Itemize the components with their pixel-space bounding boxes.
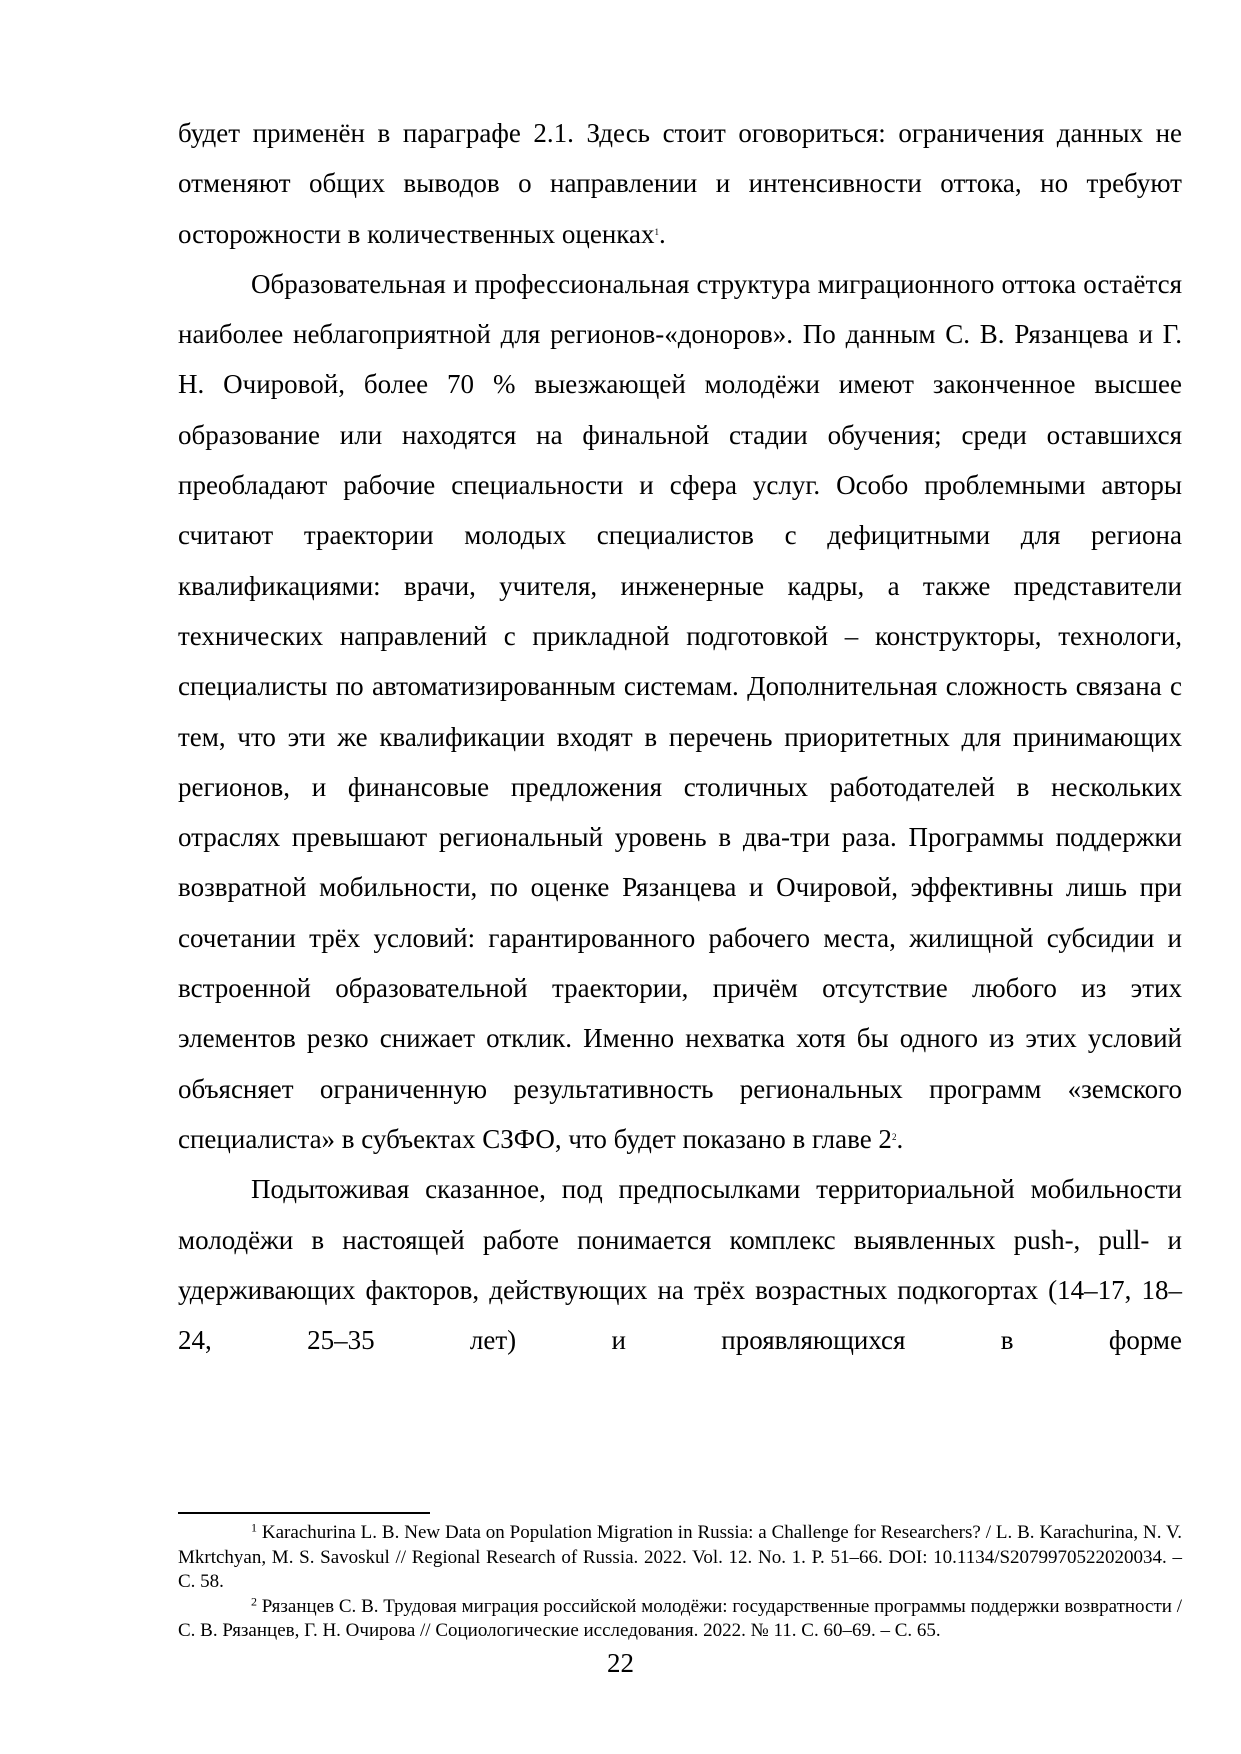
paragraph-text: Подытоживая сказанное, под предпосылками территориальной мобильности молодёжи в настоящей работе понимается комплекс выявленных push-, pull- и удерживающих факторов, действующих на трёх возрастных подкогортах (14–17, 18–24, 25–35 лет) и проявляющихся в форме	[178, 1174, 1182, 1356]
footnote-separator	[178, 1512, 430, 1514]
footnotes	[178, 1521, 1182, 1644]
paragraph-tail: .	[658, 218, 666, 249]
paragraph-summary	[178, 1164, 1182, 1365]
paragraph-tail: .	[896, 1123, 904, 1154]
paragraph-continuation	[178, 108, 1182, 259]
paragraph-text: будет применён в параграфе 2.1. Здесь стоит оговориться: ограничения данных не отменяют общих выводов о направлении и интенсивности оттока, но требуют осторожности в количественных оценках	[178, 118, 1182, 249]
page-number: 22	[607, 1648, 634, 1678]
footnote-number: 2	[251, 1594, 257, 1609]
document-body	[178, 108, 1182, 1365]
footnote-reference[interactable]: 2	[891, 1131, 897, 1142]
footnote-text: Рязанцев С. В. Трудовая миграция российской молодёжи: государственные программы поддержки возвратности / С. В. Рязанцев, Г. Н. Очирова // Социологические исследования. 2022. № 11. С. 60–69. – С. 65.	[178, 1595, 1183, 1642]
footnote-item	[178, 1595, 1182, 1644]
footnote-number: 1	[251, 1520, 257, 1535]
footnote-text: Karachurina L. B. New Data on Population Migration in Russia: a Challenge for Researchers? / L. B. Karachurina, N. V. Mkrtchyan, M. S. Savoskul // Regional Research of Russia. 2022. Vol. 12. No. 1. P. 51–66. DOI: 10.1134/S2079970522020034. – С. 58.	[178, 1522, 1183, 1593]
footnote-reference[interactable]: 1	[654, 226, 659, 237]
paragraph-text: Образовательная и профессиональная структура миграционного оттока остаётся наиболее неблагоприятной для регионов-«доноров». По данным С. В. Рязанцева и Г. Н. Очировой, более 70 % выезжающей молодёжи имеют законченное высшее образование или находятся на финальной стадии обучения; среди оставшихся преобладают рабочие специальности и сфера услуг. Особо проблемными авторы считают траектории молодых специалистов с дефицитными для региона квалификациями: врачи, учителя, инженерные кадры, а также представители технических направлений с прикладной подготовкой – конструкторы, технологи, специалисты по автоматизированным системам. Дополнительная сложность связана с тем, что эти же квалификации входят в перечень приоритетных для принимающих регионов, и финансовые предложения столичных работодателей в нескольких отраслях превышают региональный уровень в два-три раза. Программы поддержки возвратной мобильности, по оценке Рязанцева и Очировой, эффективны лишь при сочетании трёх условий: гарантированного рабочего места, жилищной субсидии и встроенной образовательной траектории, причём отсутствие любого из этих элементов резко снижает отклик. Именно нехватка хотя бы одного из этих условий объясняет ограниченную результативность региональных программ «земского специалиста» в субъектах СЗФО, что будет показано в главе 2	[178, 268, 1182, 1154]
paragraph-education-structure	[178, 259, 1182, 1164]
footnote-item	[178, 1521, 1182, 1595]
